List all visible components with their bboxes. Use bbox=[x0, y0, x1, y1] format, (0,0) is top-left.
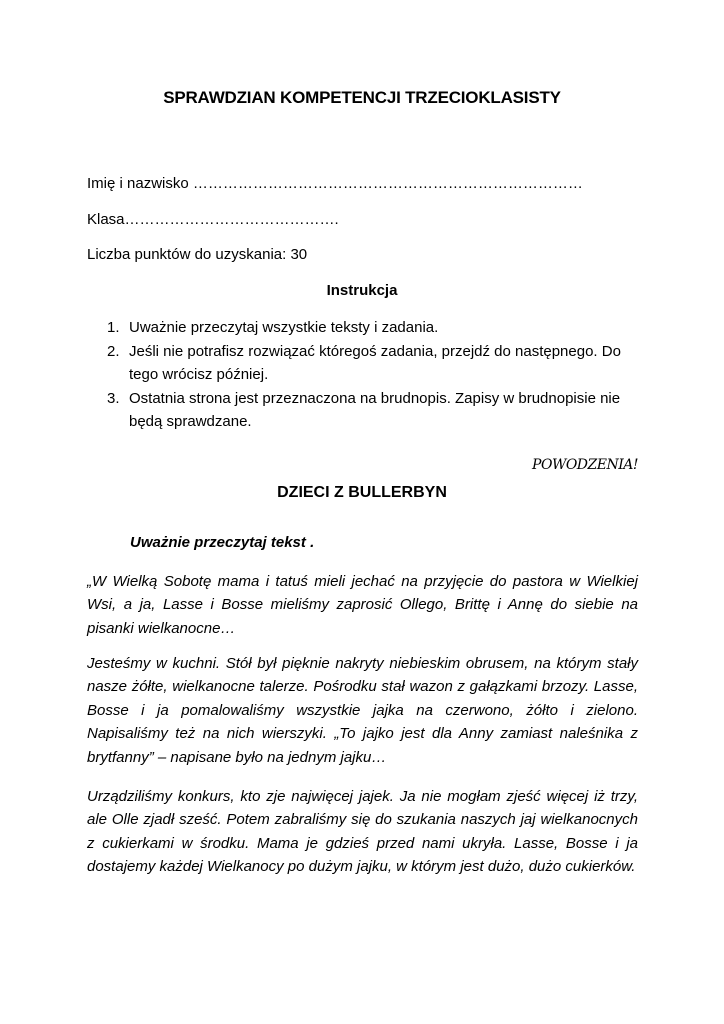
class-field: Klasa……………………………………. bbox=[87, 211, 339, 228]
list-item-number: 2. bbox=[107, 342, 120, 360]
list-item-number: 3. bbox=[107, 389, 120, 407]
instructions-heading: Instrukcja bbox=[326, 282, 398, 299]
list-item-text: Jeśli nie potrafisz rozwiązać któregoś zadania, przejdź do następnego. Do tego wrócisz później. bbox=[129, 342, 621, 383]
list-item-number: 1. bbox=[107, 319, 120, 336]
name-field: Imię i nazwisko …………………………………………………………………… bbox=[87, 175, 583, 192]
points-field: Liczba punktów do uzyskania: 30 bbox=[87, 246, 308, 263]
read-prompt: Uważnie przeczytaj tekst . bbox=[130, 534, 315, 551]
list-item bbox=[107, 340, 642, 387]
story-paragraph-1: „W Wielką Sobotę mama i tatuś mieli jechać na przyjęcie do pastora w Wielkiej Wsi, a ja, Lasse i Bosse mieliśmy zaprosić Ollego, Brittę i Annę do siebie na pisanki wielkanocne… bbox=[87, 573, 638, 637]
document-title: SPRAWDZIAN KOMPETENCJI TRZECIOKLASISTY bbox=[163, 88, 561, 107]
good-luck-text: POWODZENIA! bbox=[532, 457, 638, 473]
list-item bbox=[107, 387, 642, 434]
story-title: DZIECI Z BULLERBYN bbox=[277, 484, 447, 501]
instructions-list bbox=[107, 316, 642, 434]
list-item-text: Ostatnia strona jest przeznaczona na brudnopis. Zapisy w brudnopisie nie będą sprawdzane. bbox=[129, 389, 621, 430]
list-item bbox=[107, 316, 642, 340]
story-paragraph-3: Urządziliśmy konkurs, kto zje najwięcej jajek. Ja nie mogłam zjeść więcej iż trzy, ale Olle zjadł sześć. Potem zabraliśmy się do szukania naszych jaj wielkanocnych z cukierkami w środku. Mama je gdzieś przed nami ukryła. Lasse, Bosse i ja dostajemy każdej Wielkanocy po dużym jajku, w którym jest dużo, dużo cukierków. bbox=[87, 788, 638, 876]
story-paragraph-2: Jesteśmy w kuchni. Stół był pięknie nakryty niebieskim obrusem, na którym stały nasze żółte, wielkanocne talerze. Pośrodku stał wazon z gałązkami brzozy. Lasse, Bosse i ja pomalowaliśmy wszystkie jajka na czerwono, żółto i zielono. Napisaliśmy też na nich wierszyki. „To jajko jest dla Anny zamiast naleśnika z brytfanny” – napisane było na jednym jajku… bbox=[87, 655, 638, 766]
list-item-text: Uważnie przeczytaj wszystkie teksty i zadania. bbox=[129, 319, 439, 336]
